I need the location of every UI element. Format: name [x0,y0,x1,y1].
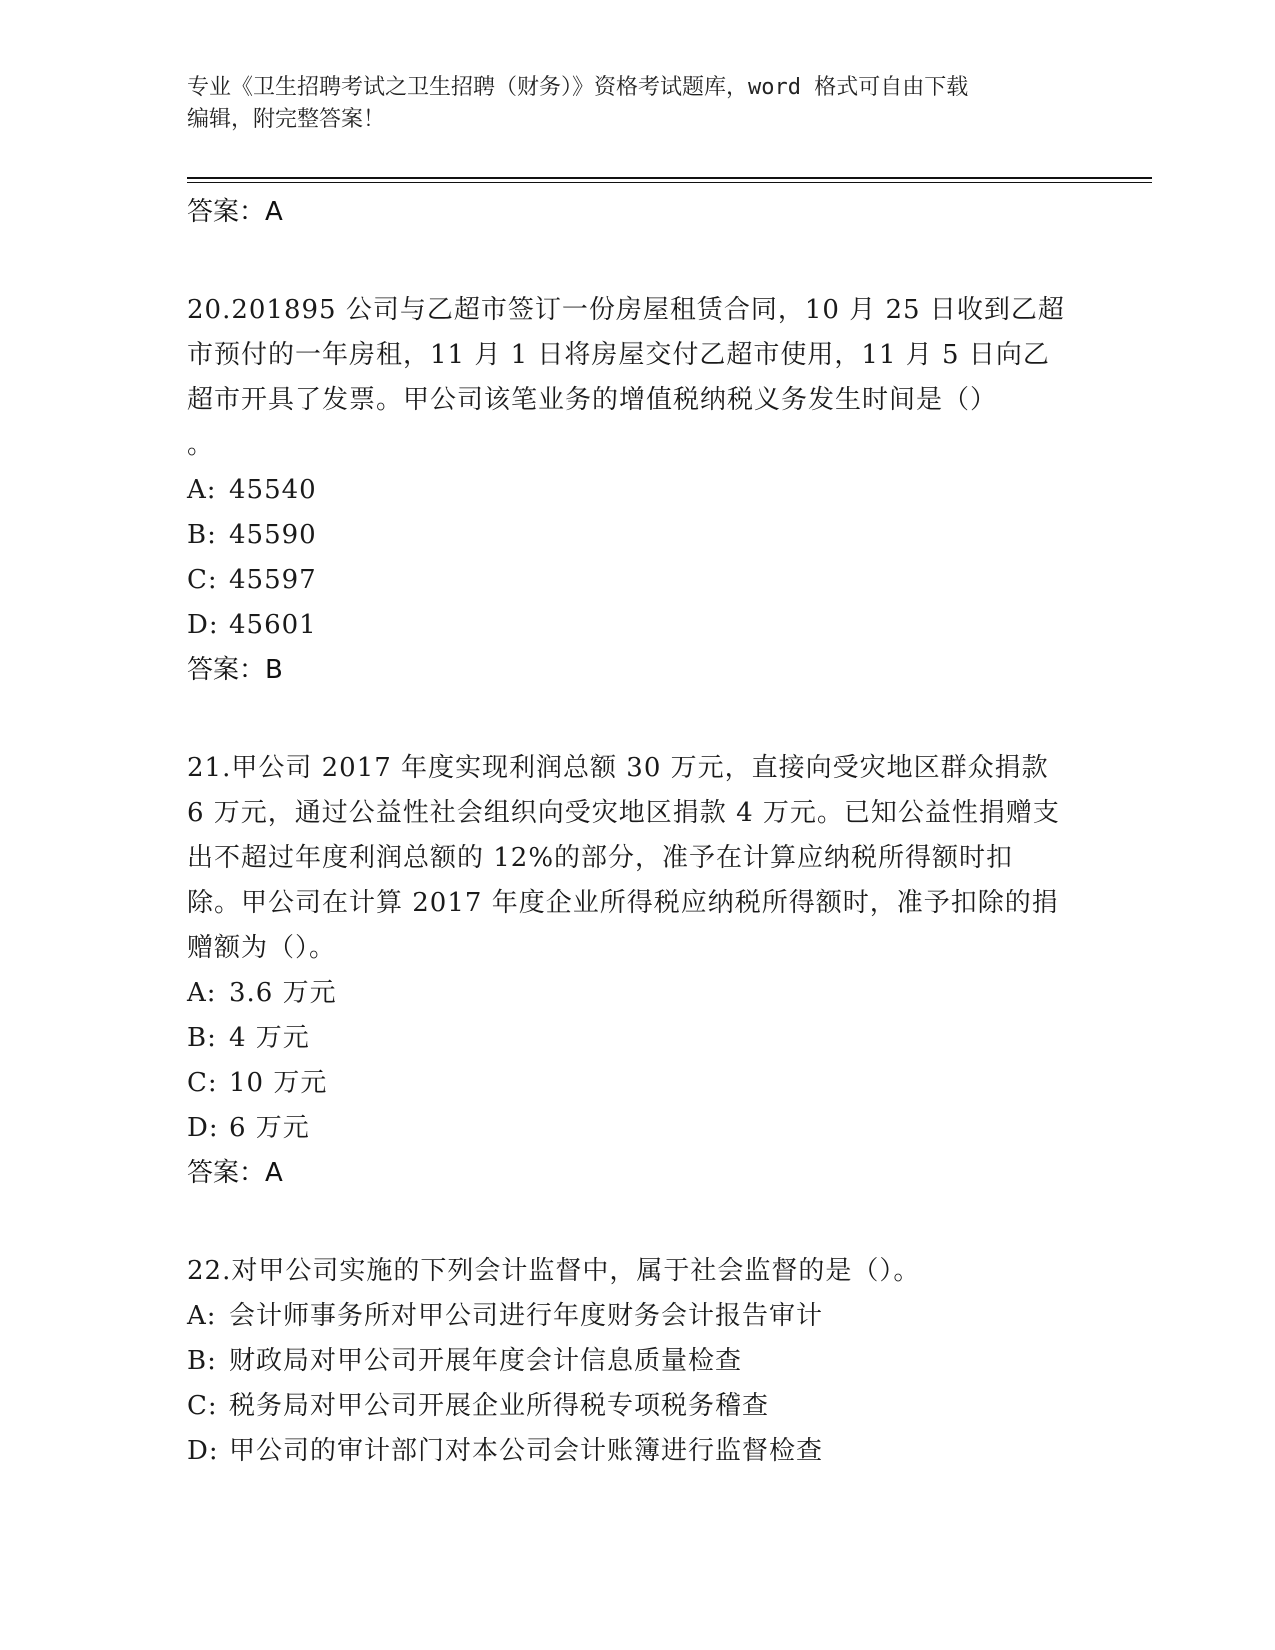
option-text: 45601 [229,610,317,640]
option-letter: C: [187,1068,218,1098]
option-text: 45597 [229,565,317,595]
option-text: 甲公司的审计部门对本公司会计账簿进行监督检查 [229,1436,824,1466]
header-divider-thick [187,177,1152,179]
option-letter: A: [187,475,217,505]
option-d [187,1106,1067,1151]
option-letter: B: [187,1023,217,1053]
option-d [187,1429,1067,1474]
option-letter: B: [187,520,217,550]
option-b [187,1339,1067,1384]
option-text: 45540 [229,475,317,505]
option-letter: D: [187,610,219,640]
option-text: 4 万元 [229,1023,310,1053]
option-b [187,1016,1067,1061]
option-text: 45590 [229,520,317,550]
question-list [187,190,1067,1474]
option-c [187,1384,1067,1429]
option-text: 3.6 万元 [229,978,337,1008]
option-text: 6 万元 [229,1113,310,1143]
option-c [187,1061,1067,1106]
page-header [187,72,1087,136]
question-21 [187,746,1067,1195]
option-letter: B: [187,1346,217,1376]
question-stem: 22.对甲公司实施的下列会计监督中，属于社会监督的是（）。 [187,1256,921,1286]
option-letter: C: [187,1391,218,1421]
option-text: 10 万元 [229,1068,328,1098]
option-letter: A: [187,978,217,1008]
header-line-1: 专业《卫生招聘考试之卫生招聘（财务）》资格考试题库，word 格式可自由下载 [187,75,969,100]
option-letter: C: [187,565,218,595]
option-a [187,468,1067,513]
option-letter: D: [187,1113,219,1143]
option-text: 会计师事务所对甲公司进行年度财务会计报告审计 [229,1301,824,1331]
option-text: 税务局对甲公司开展企业所得税专项税务稽查 [229,1391,770,1421]
question-22 [187,1249,1067,1474]
option-letter: D: [187,1436,219,1466]
question-stem: 21.甲公司 2017 年度实现利润总额 30 万元，直接向受灾地区群众捐款 6 万元，通过公益性社会组织向受灾地区捐款 4 万元。已知公益性捐赠支出不超过年度利润总额的 12%的部分，准予在计算应纳税所得额时扣除。甲公司在计算 2017 年度企业所得税应纳税所得额时，准予扣除的捐赠额为（）。 [187,753,1060,963]
option-b [187,513,1067,558]
option-d [187,603,1067,648]
option-c [187,558,1067,603]
header-divider-thin [187,182,1152,183]
question-20 [187,288,1067,692]
previous-answer: 答案：A [187,197,283,227]
question-answer: 答案：A [187,1158,283,1188]
option-text: 财政局对甲公司开展年度会计信息质量检查 [229,1346,743,1376]
option-a [187,971,1067,1016]
question-stem: 20.201895 公司与乙超市签订一份房屋租赁合同，10 月 25 日收到乙超市预付的一年房租，11 月 1 日将房屋交付乙超市使用，11 月 5 日向乙超市开具了发票。甲公司该笔业务的增值税纳税义务发生时间是（） [187,295,1065,415]
question-answer: 答案：B [187,655,283,685]
option-letter: A: [187,1301,217,1331]
header-line-2: 编辑，附完整答案！ [187,107,386,132]
question-stem-tail: 。 [187,430,215,460]
option-a [187,1294,1067,1339]
